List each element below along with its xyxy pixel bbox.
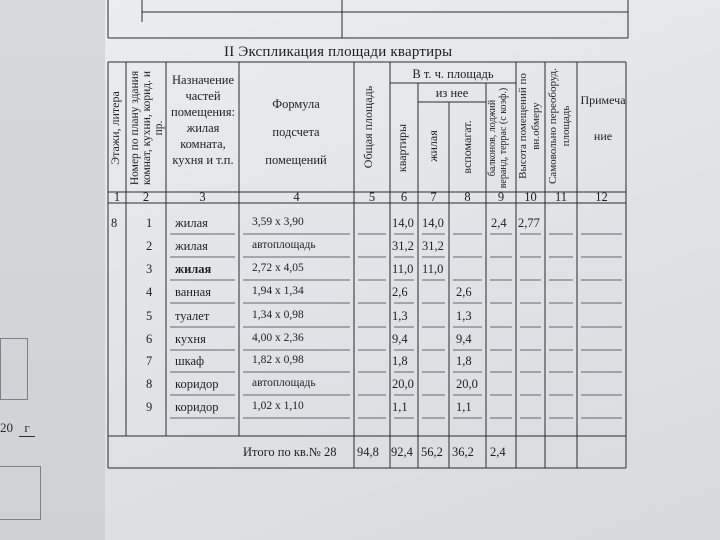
col-number: 4 bbox=[293, 190, 300, 204]
formula-cell: автоплощадь bbox=[252, 239, 316, 251]
formula-cell: 1,02 х 1,10 bbox=[252, 400, 304, 412]
aux-area-cell: 2,6 bbox=[456, 285, 472, 299]
total-area-value: 94,8 bbox=[357, 445, 379, 459]
header-total-area: Общая площадь bbox=[361, 85, 375, 169]
aux-area-cell: 1,8 bbox=[456, 354, 472, 368]
purpose-cell: жилая bbox=[175, 262, 212, 276]
header-formula: Формула подсчета помещений bbox=[265, 97, 327, 167]
total-aux-value: 36,2 bbox=[452, 445, 474, 459]
aux-area-cell: 1,1 bbox=[456, 400, 472, 414]
header-balcony: балконов, лоджий веранд, террас (с коэф.) bbox=[487, 87, 509, 189]
room-no-cell: 1 bbox=[146, 216, 153, 230]
header-incl: В т. ч. площадь bbox=[412, 67, 494, 81]
col-number: 2 bbox=[142, 190, 150, 204]
apt-area-cell: 1,3 bbox=[392, 309, 408, 323]
col-number: 5 bbox=[368, 190, 376, 204]
formula-cell: 1,82 х 0,98 bbox=[252, 354, 304, 366]
col-number: 6 bbox=[400, 190, 408, 204]
formula-cell: 1,94 х 1,34 bbox=[252, 285, 304, 297]
header-of-it: из нее bbox=[435, 86, 469, 100]
formula-cell: 1,34 х 0,98 bbox=[252, 309, 304, 321]
apt-area-cell: 14,0 bbox=[392, 216, 414, 230]
formula-cell: 4,00 х 2,36 bbox=[252, 332, 304, 344]
formula-cell: 2,72 х 4,05 bbox=[252, 262, 304, 274]
balcony-area-cell: 2,4 bbox=[491, 216, 507, 230]
total-apt-value: 92,4 bbox=[391, 445, 413, 459]
year-prefix: 20 bbox=[0, 420, 13, 435]
room-no-cell: 6 bbox=[146, 332, 153, 346]
floor-cell: 8 bbox=[111, 216, 118, 230]
header-height: Высота помещений по вн.обмеру bbox=[517, 73, 542, 179]
header-purpose: Назначение частей помещения: жилая комната, кухня и т.п. bbox=[171, 73, 235, 167]
header-living: жилая bbox=[426, 130, 440, 162]
apt-area-cell: 1,8 bbox=[392, 354, 408, 368]
apt-area-cell: 9,4 bbox=[392, 332, 408, 346]
formula-cell: 3,59 х 3,90 bbox=[252, 216, 304, 228]
apt-area-cell: 20,0 bbox=[392, 377, 414, 391]
purpose-cell: кухня bbox=[175, 332, 206, 346]
room-no-cell: 2 bbox=[146, 239, 153, 253]
living-area-cell: 11,0 bbox=[422, 262, 444, 276]
purpose-cell: жилая bbox=[175, 239, 208, 253]
formula-cell: автоплощадь bbox=[252, 377, 316, 389]
purpose-cell: туалет bbox=[175, 309, 210, 323]
room-no-cell: 5 bbox=[146, 309, 153, 323]
purpose-cell: жилая bbox=[175, 216, 208, 230]
header-note: Примечание bbox=[580, 93, 626, 143]
col-number: 3 bbox=[199, 190, 206, 204]
apt-area-cell: 1,1 bbox=[392, 400, 408, 414]
apt-area-cell: 2,6 bbox=[392, 285, 408, 299]
room-no-cell: 9 bbox=[146, 400, 153, 414]
header-selfbuilt: Самовольно переоборуд. площадь bbox=[547, 67, 572, 185]
col-number: 7 bbox=[430, 190, 437, 204]
total-balcony-value: 2,4 bbox=[490, 445, 506, 459]
apt-area-cell: 11,0 bbox=[392, 262, 414, 276]
header-apt: квартиры bbox=[395, 123, 409, 173]
col-number: 8 bbox=[464, 190, 471, 204]
col-number: 12 bbox=[595, 190, 608, 204]
room-no-cell: 8 bbox=[146, 377, 153, 391]
col-number: 9 bbox=[497, 190, 505, 204]
room-no-cell: 7 bbox=[146, 354, 153, 368]
purpose-cell: коридор bbox=[175, 377, 219, 391]
purpose-cell: шкаф bbox=[175, 354, 205, 368]
aux-area-cell: 1,3 bbox=[456, 309, 472, 323]
col-number: 11 bbox=[554, 190, 568, 204]
aux-area-cell: 20,0 bbox=[456, 377, 478, 391]
room-no-cell: 4 bbox=[146, 285, 153, 299]
purpose-cell: ванная bbox=[175, 285, 211, 299]
height-cell: 2,77 bbox=[518, 216, 540, 230]
col-number: 1 bbox=[113, 190, 121, 204]
col-number: 10 bbox=[524, 190, 537, 204]
room-no-cell: 3 bbox=[146, 262, 153, 276]
total-label: Итого по кв.№ 28 bbox=[243, 445, 337, 459]
header-aux: вспомагат. bbox=[460, 120, 474, 174]
living-area-cell: 14,0 bbox=[422, 216, 444, 230]
header-floor: Этажи, литера bbox=[108, 91, 122, 165]
apt-area-cell: 31,2 bbox=[392, 239, 414, 253]
purpose-cell: коридор bbox=[175, 400, 219, 414]
aux-area-cell: 9,4 bbox=[456, 332, 472, 346]
total-living-value: 56,2 bbox=[421, 445, 443, 459]
document-title: II Экспликация площади квартиры bbox=[224, 44, 453, 60]
header-room-no: Номер по плану здания комнат, кухни, корид. и пр. bbox=[129, 70, 165, 186]
year-suffix: г bbox=[19, 420, 35, 437]
living-area-cell: 31,2 bbox=[422, 239, 444, 253]
